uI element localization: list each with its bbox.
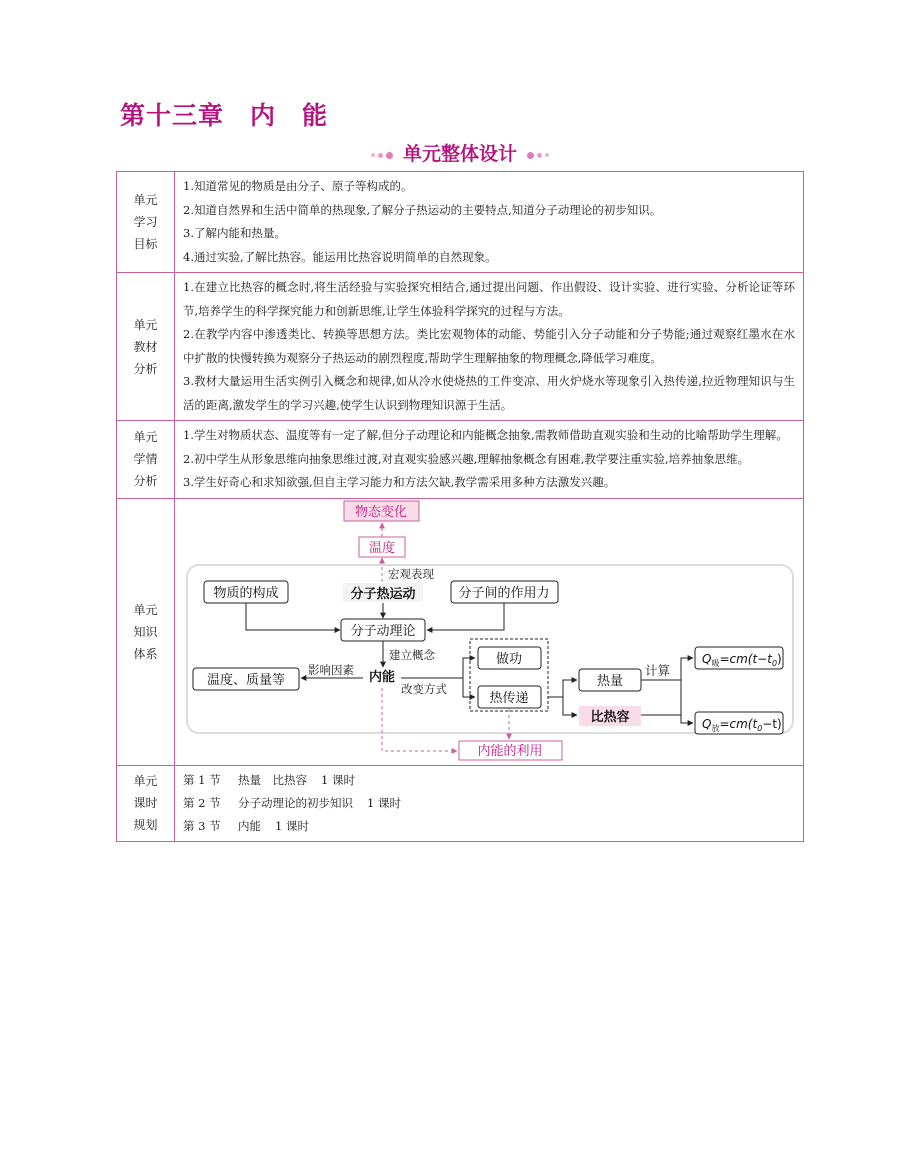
specific-heat-text: 比热容 <box>590 709 630 725</box>
schedule-content <box>175 765 804 841</box>
section-heading <box>0 139 920 166</box>
material-content <box>175 273 804 421</box>
factors-label: 影响因素 <box>308 662 354 677</box>
kinetic-theory-text: 分子动理论 <box>350 623 416 639</box>
structure-text: 物质的构成 <box>213 585 279 601</box>
students-label: 单元 学情 分析 <box>117 421 175 499</box>
chapter-title: 第十三章 内 能 <box>120 101 329 130</box>
material-row <box>117 273 804 421</box>
temperature-text: 温度 <box>368 540 396 556</box>
students-row <box>117 421 804 499</box>
use-text: 内能的利用 <box>477 743 543 759</box>
schedule-label: 单元 课时 规划 <box>117 765 175 841</box>
material-item: 2.在教学内容中渗透类比、转换等思想方法。类比宏观物体的动能、势能引入分子动能和分子势能;通过观察红墨水在水中扩散的快慢转换为观察分子热运动的剧烈程度,帮助学生理解抽象的物理概念,降低学习难度。 <box>183 327 795 365</box>
state-change-text: 物态变化 <box>354 504 408 520</box>
lesson-row: 第 1 节 热量 比热容 1 课时 <box>183 772 355 787</box>
students-item: 3.学生好奇心和求知欲强,但自主学习能力和方法欠缺,教学需采用多种方法激发兴趣。 <box>183 475 616 489</box>
knowledge-row <box>117 498 804 765</box>
intermolecular-force-text: 分子间的作用力 <box>458 585 550 601</box>
unit-design-table <box>116 171 804 842</box>
lesson-row: 第 2 节 分子动理论的初步知识 1 课时 <box>183 795 401 810</box>
objectives-label: 单元 学习 目标 <box>117 172 175 273</box>
objective-item: 2.知道自然界和生活中简单的热现象,了解分子热运动的主要特点,知道分子动理论的初步知识。 <box>183 202 662 217</box>
material-item: 3.教材大量运用生活实例引入概念和规律,如从冷水使烧热的工件变凉、用火炉烧水等现象引入热传递,拉近物理知识与生活的距离,激发学生的学习兴趣,使学生认识到物理知识源于生活。 <box>183 374 795 412</box>
material-item: 1.在建立比热容的概念时,将生活经验与实验探究相结合,通过提出问题、作出假设、设计实验、进行实验、分析论证等环节,培养学生的科学探究能力和创新思维,让学生体验科学探究的过程与方法。 <box>183 280 795 318</box>
knowledge-diagram-cell <box>175 498 804 765</box>
lesson-row: 第 3 节 内能 1 课时 <box>183 818 309 833</box>
objective-item: 3.了解内能和热量。 <box>183 226 286 240</box>
students-content <box>175 421 804 499</box>
students-item: 1.学生对物质状态、温度等有一定了解,但分子动理论和内能概念抽象,需教师借助直观实验和生动的比喻帮助学生理解。 <box>183 428 788 442</box>
release-formula-text: $Q_放=cm(t_0-t)$ <box>702 716 782 733</box>
absorb-formula-text: $Q_吸=cm(t-t_0)$ <box>702 651 782 668</box>
change-ways-label: 改变方式 <box>401 681 447 696</box>
knowledge-label: 单元 知识 体系 <box>117 498 175 765</box>
section-title: 单元整体设计 <box>402 143 517 165</box>
heat-transfer-text: 热传递 <box>489 690 529 706</box>
right-dots-ornament <box>525 144 550 166</box>
build-concept-label: 建立概念 <box>389 647 435 662</box>
objectives-content <box>175 172 804 273</box>
schedule-row <box>117 765 804 841</box>
work-text: 做功 <box>495 651 523 667</box>
internal-energy-text: 内能 <box>368 669 396 685</box>
factors-box-text: 温度、质量等 <box>206 672 286 688</box>
students-item: 2.初中学生从形象思维向抽象思维过渡,对直观实验感兴趣,理解抽象概念有困难,教学要注重实验,培养抽象思维。 <box>183 451 750 466</box>
knowledge-system-diagram <box>175 499 805 761</box>
left-dots-ornament <box>370 144 395 166</box>
thermal-motion-text: 分子热运动 <box>350 586 416 602</box>
material-label: 单元 教材 分析 <box>117 273 175 421</box>
macro-label: 宏观表现 <box>388 566 434 581</box>
calculate-label: 计算 <box>645 662 671 678</box>
objective-item: 1.知道常见的物质是由分子、原子等构成的。 <box>183 179 413 193</box>
heat-text: 热量 <box>596 673 624 689</box>
objectives-row <box>117 172 804 273</box>
objective-item: 4.通过实验,了解比热容。能运用比热容说明简单的自然现象。 <box>183 249 497 264</box>
